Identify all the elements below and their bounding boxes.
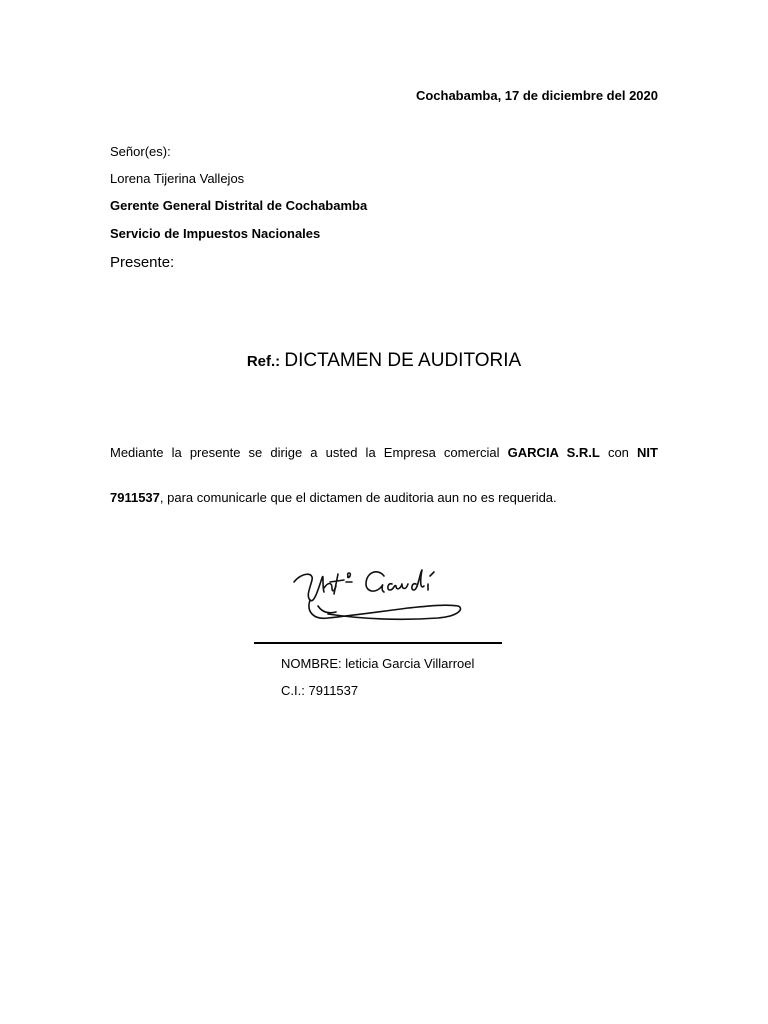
body-con: con bbox=[607, 445, 629, 460]
nit-label: NIT bbox=[637, 445, 658, 460]
ci-label: C.I.: bbox=[281, 683, 305, 698]
recipient-title: Gerente General Distrital de Cochabamba bbox=[110, 198, 368, 213]
body-line-2 bbox=[110, 490, 557, 506]
body-intro: Mediante la presente se dirige a usted la Empresa comercial bbox=[110, 445, 500, 460]
letter-date: Cochabamba, 17 de diciembre del 2020 bbox=[415, 88, 658, 103]
body-line-1 bbox=[110, 445, 658, 461]
presente-label: Presente: bbox=[110, 254, 175, 271]
signature-text: Ant. Gaudí bbox=[288, 560, 293, 561]
company-name: GARCIA S.R.L bbox=[507, 445, 600, 460]
ref-text: DICTAMEN DE AUDITORIA bbox=[284, 350, 522, 371]
reference-line bbox=[0, 350, 768, 373]
signer-ci-line bbox=[281, 683, 358, 699]
salutation: Señor(es): bbox=[110, 144, 171, 159]
signer-name-line bbox=[281, 656, 474, 672]
recipient-org: Servicio de Impuestos Nacionales bbox=[110, 226, 321, 241]
ci-value: 7911537 bbox=[308, 683, 359, 698]
nit-value: 7911537 bbox=[110, 490, 160, 505]
nombre-value: leticia Garcia Villarroel bbox=[345, 656, 475, 671]
ref-label: Ref.: bbox=[246, 353, 281, 370]
body-rest: , para comunicarle que el dictamen de auditoria aun no es requerida. bbox=[159, 490, 557, 505]
signature-image bbox=[288, 560, 468, 632]
recipient-name: Lorena Tijerina Vallejos bbox=[110, 171, 245, 186]
signature-line bbox=[254, 642, 502, 644]
nombre-label: NOMBRE: bbox=[281, 656, 342, 671]
